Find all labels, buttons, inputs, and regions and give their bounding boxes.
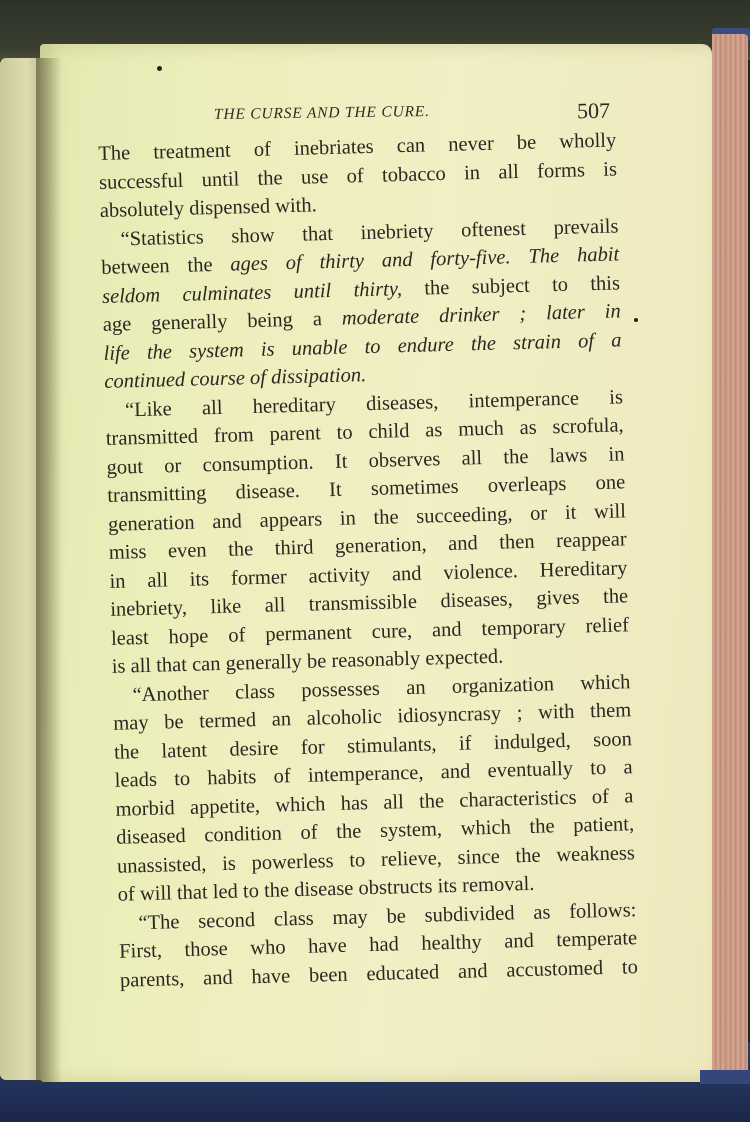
line-text: of will that led to the disease obstructs its removal. xyxy=(117,872,535,906)
line-text: leads to habits of intemperance, and eventually to a xyxy=(114,756,633,792)
line-text: “Like all hereditary diseases, intemperance is xyxy=(124,385,624,421)
line-text: parents, and have been educated and accustomed to xyxy=(119,955,639,992)
line-text: gout or consumption. It observes all the laws in xyxy=(106,442,625,479)
line-text: “Statistics show that inebriety oftenest prevails xyxy=(120,214,619,250)
line-text: the subject to this xyxy=(401,271,621,300)
line-text: transmitting disease. It sometimes overleaps one xyxy=(107,471,626,507)
line-text: age generally being a xyxy=(102,307,343,336)
line-text: between the xyxy=(101,253,231,279)
line-text: diseased condition of the system, which the patient, xyxy=(115,813,635,849)
line-text: miss even the third generation, and then reappear xyxy=(108,528,627,564)
line-text: generation and appears in the succeeding, or it will xyxy=(107,499,627,536)
gutter-shadow xyxy=(36,58,62,1083)
italic-text: life the system is unable to endure the strain of a xyxy=(103,328,622,365)
line-text: “Another class possesses an organization which xyxy=(132,670,631,706)
line-text: least hope of permanent cure, and temporary relief xyxy=(110,613,630,650)
italic-text: moderate drinker ; later in xyxy=(341,300,621,330)
italic-text: seldom culminates until thirty, xyxy=(101,277,403,308)
line-text: inebriety, like all transmissible diseases, gives the xyxy=(110,585,629,621)
italic-text: ages of thirty and forty-five. The habit xyxy=(230,243,620,276)
page-block-edge xyxy=(712,34,748,1084)
running-head: THE CURSE AND THE CURE. xyxy=(213,102,430,123)
line-text: First, those who have had healthy and temperate xyxy=(118,927,638,963)
ink-speck xyxy=(157,66,162,71)
page-edge-band-bottom xyxy=(700,1070,750,1084)
line-text: successful until the use of tobacco in all forms is xyxy=(98,157,618,194)
line-text: is all that can generally be reasonably expected. xyxy=(111,645,504,678)
line-text: absolutely dispensed with. xyxy=(99,194,318,222)
page-number: 507 xyxy=(576,97,611,124)
page-header xyxy=(210,97,611,130)
body-text xyxy=(98,126,638,994)
line-text: The treatment of inebriates can never be wholly xyxy=(98,129,617,165)
line-text: may be termed an alcoholic idiosyncrasy ; with them xyxy=(112,699,632,735)
line-text: morbid appetite, which has all the characteristics of a xyxy=(115,784,634,821)
italic-text: continued course of dissipation. xyxy=(104,364,367,393)
ink-speck xyxy=(634,318,638,322)
line-text: transmitted from parent to child as much as scrofula, xyxy=(105,414,624,450)
line-text: “The second class may be subdivided as follows: xyxy=(138,898,637,934)
line-text: unassisted, is powerless to relieve, since the weakness xyxy=(116,841,636,878)
line-text: in all its former activity and violence. Hereditary xyxy=(109,556,628,593)
line-text: the latent desire for stimulants, if indulged, soon xyxy=(113,727,633,764)
